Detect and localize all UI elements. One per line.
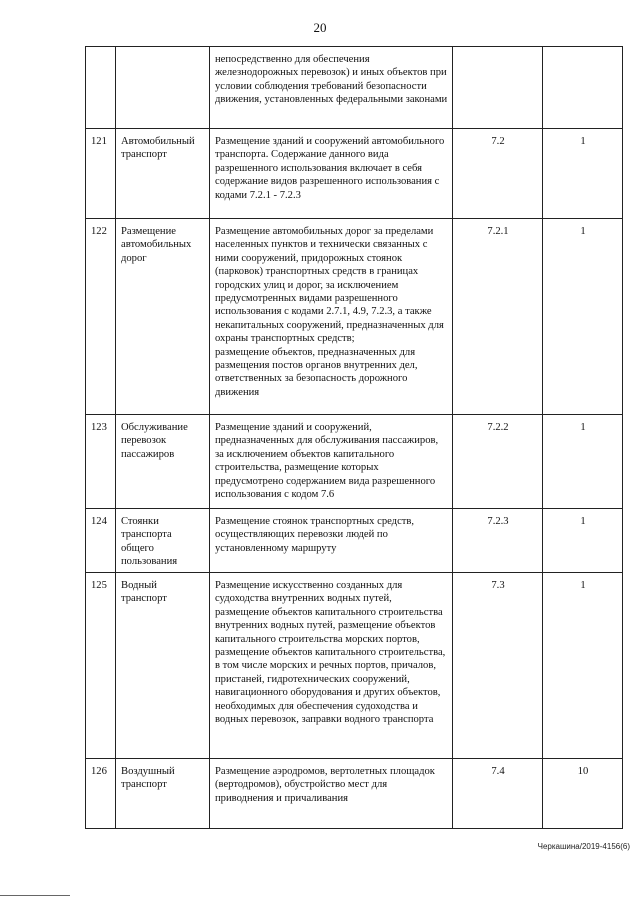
land-use-code: 7.2 xyxy=(453,129,543,219)
land-use-description: Размещение зданий и сооружений автомобильного транспорта. Содержание данного вида разрешенного использования включает в себя содержание видов разрешенного использования с кодами 7.2.1 - 7.2.3 xyxy=(210,129,453,219)
land-use-code: 7.3 xyxy=(453,573,543,759)
land-use-code: 7.2.1 xyxy=(453,219,543,415)
row-number: 122 xyxy=(86,219,116,415)
land-use-level: 10 xyxy=(543,759,623,829)
table-row xyxy=(86,47,623,129)
land-use-description: непосредственно для обеспечения железнодорожных перевозок) и иных объектов при условии соблюдения требований безопасности движения, установленных федеральными законами xyxy=(210,47,453,129)
land-use-name: Размещение автомобильных дорог xyxy=(116,219,210,415)
row-number: 124 xyxy=(86,509,116,573)
land-use-name: Автомобильный транспорт xyxy=(116,129,210,219)
land-use-level: 1 xyxy=(543,219,623,415)
row-number: 126 xyxy=(86,759,116,829)
land-use-code: 7.2.3 xyxy=(453,509,543,573)
land-use-level xyxy=(543,47,623,129)
row-number: 121 xyxy=(86,129,116,219)
document-footer-code: Черкашина/2019-4156(6) xyxy=(537,842,630,851)
land-use-name: Воздушный транспорт xyxy=(116,759,210,829)
land-use-name: Обслуживание перевозок пассажиров xyxy=(116,415,210,509)
land-use-level: 1 xyxy=(543,573,623,759)
row-number: 125 xyxy=(86,573,116,759)
land-use-code: 7.2.2 xyxy=(453,415,543,509)
table-row xyxy=(86,219,623,415)
land-use-level: 1 xyxy=(543,509,623,573)
land-use-name: Стоянки транспорта общего пользования xyxy=(116,509,210,573)
row-number xyxy=(86,47,116,129)
land-use-description: Размещение зданий и сооружений, предназначенных для обслуживания пассажиров, за исключением объектов капитального строительства, размещение которых предусмотрено содержанием вида разрешенного использования с кодом 7.6 xyxy=(210,415,453,509)
land-use-code: 7.4 xyxy=(453,759,543,829)
land-use-level: 1 xyxy=(543,415,623,509)
land-use-name xyxy=(116,47,210,129)
land-use-table xyxy=(85,46,623,829)
table-row xyxy=(86,415,623,509)
land-use-description: Размещение стоянок транспортных средств, осуществляющих перевозки людей по установленному маршруту xyxy=(210,509,453,573)
table-row xyxy=(86,759,623,829)
scan-artifact-line xyxy=(0,895,70,896)
row-number: 123 xyxy=(86,415,116,509)
land-use-name: Водный транспорт xyxy=(116,573,210,759)
table-body xyxy=(86,47,623,829)
land-use-code xyxy=(453,47,543,129)
land-use-description: Размещение искусственно созданных для судоходства внутренних водных путей, размещение объектов капитального строительства внутренних водных путей, размещение объектов капитального строительства морских портов, размещение объектов капитального строительства, в том числе морских и речных портов, причалов, пристаней, гидротехнических сооружений, навигационного оборудования и других объектов, необходимых для обеспечения судоходства и водных перевозок, заправки водного транспорта xyxy=(210,573,453,759)
table-row xyxy=(86,573,623,759)
land-use-description: Размещение аэродромов, вертолетных площадок (вертодромов), обустройство мест для приводнения и причаливания xyxy=(210,759,453,829)
land-use-description: Размещение автомобильных дорог за пределами населенных пунктов и технически связанных с ними сооружений, придорожных стоянок (парковок) транспортных средств в границах городских улиц и дорог, за исключением предусмотренных видами разрешенного использования с кодами 2.7.1, 4.9, 7.2.3, а также некапитальных сооружений, предназначенных для охраны транспортных средств; размещение объектов, предназначенных для размещения постов органов внутренних дел, ответственных за безопасность дорожного движения xyxy=(210,219,453,415)
page-number: 20 xyxy=(313,20,327,35)
land-use-level: 1 xyxy=(543,129,623,219)
table-row xyxy=(86,509,623,573)
table-row xyxy=(86,129,623,219)
